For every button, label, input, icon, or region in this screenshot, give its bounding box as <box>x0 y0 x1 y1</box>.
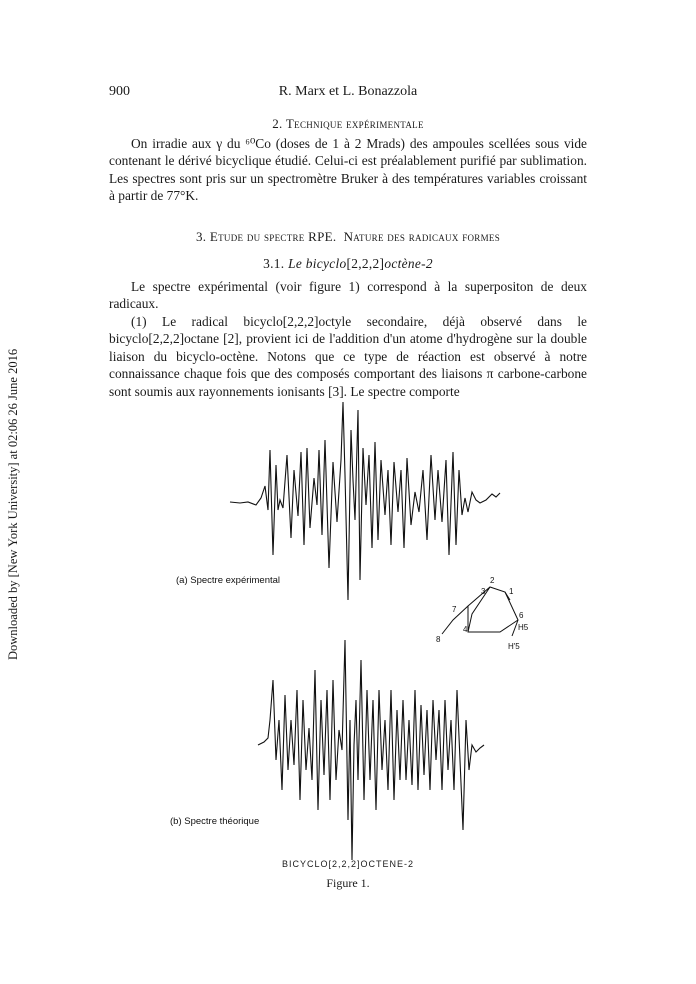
subsection-title-italic2: octène-2 <box>384 256 433 271</box>
page-number: 900 <box>109 84 130 99</box>
section-3-heading-part2: Nature des radicaux formes <box>343 229 501 244</box>
download-sidebar: Downloaded by [New York University] at 02:06 26 June 2016 <box>6 348 20 660</box>
atom-label-3: 3 <box>481 587 486 596</box>
spectrum-experimental-trace <box>230 402 500 600</box>
atom-label-1: 1 <box>509 587 514 596</box>
atom-label-6: 6 <box>519 611 524 620</box>
subsection-number: 3.1. <box>263 256 285 271</box>
subsection-title-roman: [2,2,2] <box>346 256 385 271</box>
section-3-paragraph-2: (1) Le radical bicyclo[2,2,2]octyle secondaire, déjà observé dans le bicyclo[2,2,2]octane [2], provient ici de l'addition d'un atome d'hydrogène sur la double liaison du bicyclo-octène. Notons que ce type de réaction est observé à notre connaissance chaque fois que des composés comportant des liaisons π carbone-carbone sont soumis aux rayonnements ionisants [3]. Le spectre comporte <box>109 314 587 399</box>
atom-label-8: 8 <box>436 635 441 644</box>
running-header-authors: R. Marx et L. Bonazzola <box>278 84 418 99</box>
section-2-paragraph: On irradie aux γ du ⁶⁰Co (doses de 1 à 2 Mrads) des ampoules scellées sous vide contenant le dérivé bicyclique étudié. Celui-ci est préalablement purifié par sublimation. Les spectres sont pris sur un spectromètre Bruker à des températures variables croissant à partir de 77°K. <box>109 136 587 204</box>
label-spectrum-theoretical: (b) Spectre théorique <box>170 816 260 827</box>
section-3-heading-part1: 3. Etude du spectre RPE. <box>195 229 337 244</box>
atom-label-4: 4 <box>463 625 468 634</box>
subsection-title-italic: Le bicyclo <box>288 256 347 271</box>
figure-caption: Figure 1. <box>326 876 370 890</box>
label-spectrum-experimental: (a) Spectre expérimental <box>176 575 281 586</box>
spectrum-theoretical-trace <box>258 640 484 860</box>
atom-label-2: 2 <box>490 576 495 585</box>
atom-label-h5-prime: H'5 <box>508 642 520 651</box>
figure-compound-label: BICYCLO[2,2,2]OCTENE-2 <box>281 859 415 869</box>
atom-label-h5: H5 <box>518 623 529 632</box>
section-3-paragraph-1: Le spectre expérimental (voir figure 1) correspond à la superpositon de deux radicaux. <box>109 279 587 312</box>
atom-label-7: 7 <box>452 605 457 614</box>
section-2-heading: 2. Technique expérimentale <box>272 116 424 131</box>
